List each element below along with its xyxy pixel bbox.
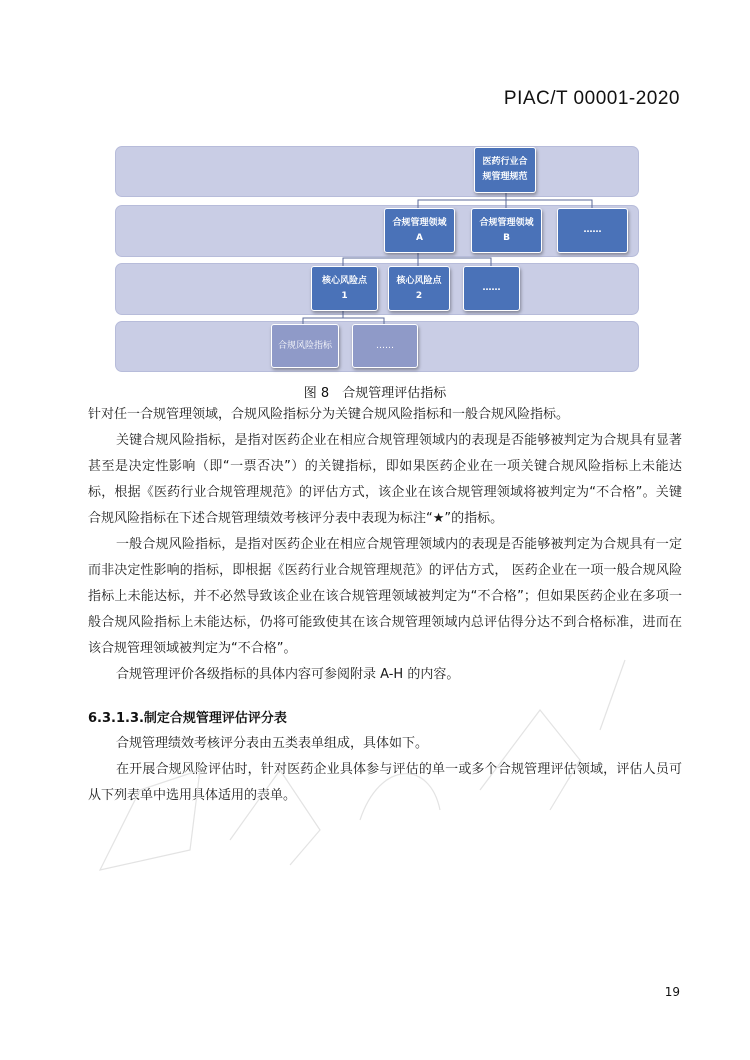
- body-section-2: [88, 731, 682, 809]
- domain-b-label: 合规管理领域: [479, 217, 534, 228]
- hierarchy-diagram: [0, 0, 750, 380]
- domain-more-node: [557, 208, 628, 253]
- domain-b-node: [471, 208, 542, 253]
- risk-point-more-label: ……: [482, 283, 501, 293]
- page-number: 19: [664, 985, 680, 999]
- figure-caption: 图 8 合规管理评估指标: [303, 386, 447, 401]
- risk-point-1-label: 核心风险点: [321, 275, 367, 286]
- risk-point-1-number: 1: [341, 290, 348, 301]
- risk-point-2-node: [388, 266, 450, 311]
- paragraph-5: 合规管理绩效考核评分表由五类表单组成，具体如下。: [116, 736, 429, 751]
- domain-more-label: ……: [583, 225, 602, 235]
- domain-b-letter: B: [503, 232, 510, 243]
- paragraph-1: 针对任一合规管理领域，合规风险指标分为关键合规风险指标和一般合规风险指标。: [88, 407, 570, 422]
- risk-point-2-label: 核心风险点: [396, 275, 442, 286]
- paragraph-4: 合规管理评价各级指标的具体内容可参阅附录 A-H 的内容。: [116, 667, 460, 682]
- root-node-line1: 医药行业合: [482, 157, 528, 167]
- risk-point-1-node: [311, 266, 378, 311]
- risk-indicator-more-label: ……: [376, 340, 394, 351]
- section-heading: 6.3.1.3.制定合规管理评估评分表: [88, 711, 287, 726]
- root-node-line2: 规管理规范: [482, 172, 528, 182]
- risk-indicator-node: [271, 324, 339, 368]
- root-node: [474, 147, 536, 193]
- paragraph-6: 在开展合规风险评估时，针对医药企业具体参与评估的单一或多个合规管理评估领域，评估人员可从下列表单中选用具体适用的表单。: [88, 762, 682, 803]
- risk-indicator-label: 合规风险指标: [277, 340, 332, 351]
- domain-a-label: 合规管理领域: [392, 217, 447, 228]
- document-code: PIAC/T 00001-2020: [503, 88, 680, 109]
- connector-lines: [0, 0, 750, 380]
- domain-a-node: [384, 208, 455, 253]
- body-section-1: [88, 402, 682, 688]
- risk-point-2-number: 2: [415, 290, 423, 301]
- paragraph-2: 关键合规风险指标，是指对医药企业在相应合规管理领域内的表现是否能够被判定为合规具有显著甚至是决定性影响（即“一票否决”）的关键指标，即如果医药企业在一项关键合规风险指标上未能达标，根据《医药行业合规管理规范》的评估方式，该企业在该合规管理领域将被判定为“不合格”。关键合规风险指标在下述合规管理绩效考核评分表中表现为标注“★”的指标。: [88, 433, 682, 526]
- risk-indicator-more-node: [352, 324, 418, 368]
- domain-a-letter: A: [416, 232, 423, 243]
- paragraph-3: 一般合规风险指标，是指对医药企业在相应合规管理领域内的表现是否能够被判定为合规具有一定而非决定性影响的指标，即根据《医药行业合规管理规范》的评估方式， 医药企业在一项一般合规风险指标上未能达标，并不必然导致该企业在该合规管理领域被判定为“不合格”；但如果医药企业在多项一般合规风险指标上未能达标，仍将可能致使其在该合规管理领域内总评估得分达不到合格标准，进而在该合规管理领域被判定为“不合格”。: [88, 537, 682, 656]
- risk-point-more-node: [463, 266, 520, 311]
